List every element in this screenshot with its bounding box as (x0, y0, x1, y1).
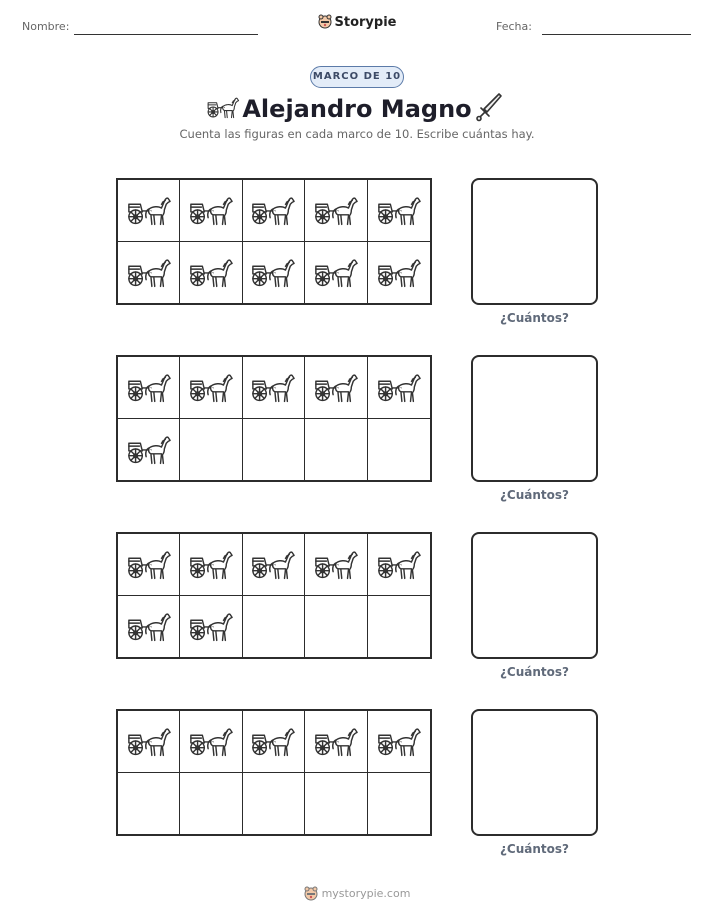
frame-cell (180, 419, 242, 481)
frame-cell (368, 773, 430, 835)
name-line[interactable] (74, 34, 258, 35)
frame-cell (180, 180, 242, 242)
name-label: Nombre: (22, 20, 70, 33)
answer-box[interactable] (471, 355, 598, 482)
chariot-icon (250, 546, 296, 582)
frame-cell (118, 711, 180, 773)
frame-cell (118, 773, 180, 835)
chariot-icon (126, 369, 172, 405)
chariot-icon (250, 369, 296, 405)
frame-cell (180, 357, 242, 419)
frame-cell (368, 711, 430, 773)
frame-cell (305, 596, 367, 658)
storypie-logo-icon (318, 14, 332, 29)
chariot-icon (313, 546, 359, 582)
frame-cell (180, 773, 242, 835)
chariot-icon (188, 723, 234, 759)
frame-cell (305, 419, 367, 481)
chariot-icon (250, 723, 296, 759)
ten-frame (116, 532, 432, 659)
frame-cell (305, 773, 367, 835)
frame-cell (368, 534, 430, 596)
chariot-icon (188, 254, 234, 290)
frame-cell (180, 242, 242, 304)
ten-frame (116, 709, 432, 836)
frame-cell (243, 711, 305, 773)
brand-name: Storypie (334, 15, 397, 30)
frame-cell (118, 180, 180, 242)
frame-cell (305, 357, 367, 419)
chariot-icon (188, 192, 234, 228)
frame-cell (118, 357, 180, 419)
chariot-icon (313, 254, 359, 290)
date-line[interactable] (542, 34, 691, 35)
count-question: ¿Cuántos? (499, 842, 570, 856)
chariot-icon (313, 723, 359, 759)
frame-cell (305, 242, 367, 304)
instructions: Cuenta las figuras en cada marco de 10. Escribe cuántas hay. (179, 127, 535, 141)
chariot-icon (376, 546, 422, 582)
sword-icon (475, 92, 503, 128)
frame-cell (180, 596, 242, 658)
count-question: ¿Cuántos? (499, 665, 570, 679)
frame-cell (118, 242, 180, 304)
chariot-icon (126, 723, 172, 759)
date-label: Fecha: (496, 20, 532, 33)
chariot-icon (313, 192, 359, 228)
ten-frame (116, 178, 432, 305)
frame-cell (368, 419, 430, 481)
frame-cell (180, 534, 242, 596)
frame-cell (305, 711, 367, 773)
count-question: ¿Cuántos? (499, 488, 570, 502)
chariot-icon (376, 192, 422, 228)
frame-cell (118, 596, 180, 658)
chariot-icon (250, 254, 296, 290)
frame-cell (368, 180, 430, 242)
frame-cell (243, 242, 305, 304)
storypie-logo-icon (304, 886, 318, 901)
frame-cell (243, 534, 305, 596)
chariot-icon (376, 254, 422, 290)
date-field (496, 20, 532, 33)
chariot-icon (126, 192, 172, 228)
frame-cell (118, 534, 180, 596)
brand (0, 14, 714, 30)
chariot-icon (376, 369, 422, 405)
chariot-icon (206, 94, 240, 124)
chariot-icon (250, 192, 296, 228)
frame-cell (243, 773, 305, 835)
chariot-icon (126, 431, 172, 467)
chariot-icon (126, 254, 172, 290)
frame-cell (305, 180, 367, 242)
ten-frame (116, 355, 432, 482)
answer-box[interactable] (471, 709, 598, 836)
title-row (0, 92, 714, 128)
chariot-icon (188, 608, 234, 644)
answer-box[interactable] (471, 532, 598, 659)
count-question: ¿Cuántos? (499, 311, 570, 325)
worksheet-type-badge: MARCO DE 10 (310, 66, 404, 88)
frame-cell (368, 596, 430, 658)
footer (0, 886, 714, 901)
frame-cell (243, 180, 305, 242)
frame-cell (180, 711, 242, 773)
frame-cell (243, 357, 305, 419)
chariot-icon (126, 608, 172, 644)
chariot-icon (313, 369, 359, 405)
frame-cell (368, 242, 430, 304)
chariot-icon (376, 723, 422, 759)
frame-cell (243, 419, 305, 481)
frame-cell (368, 357, 430, 419)
chariot-icon (126, 546, 172, 582)
answer-box[interactable] (471, 178, 598, 305)
footer-url: mystorypie.com (321, 887, 411, 900)
frame-cell (305, 534, 367, 596)
chariot-icon (188, 546, 234, 582)
frame-cell (243, 596, 305, 658)
page-title: Alejandro Magno (242, 95, 472, 123)
frame-cell (118, 419, 180, 481)
chariot-icon (188, 369, 234, 405)
